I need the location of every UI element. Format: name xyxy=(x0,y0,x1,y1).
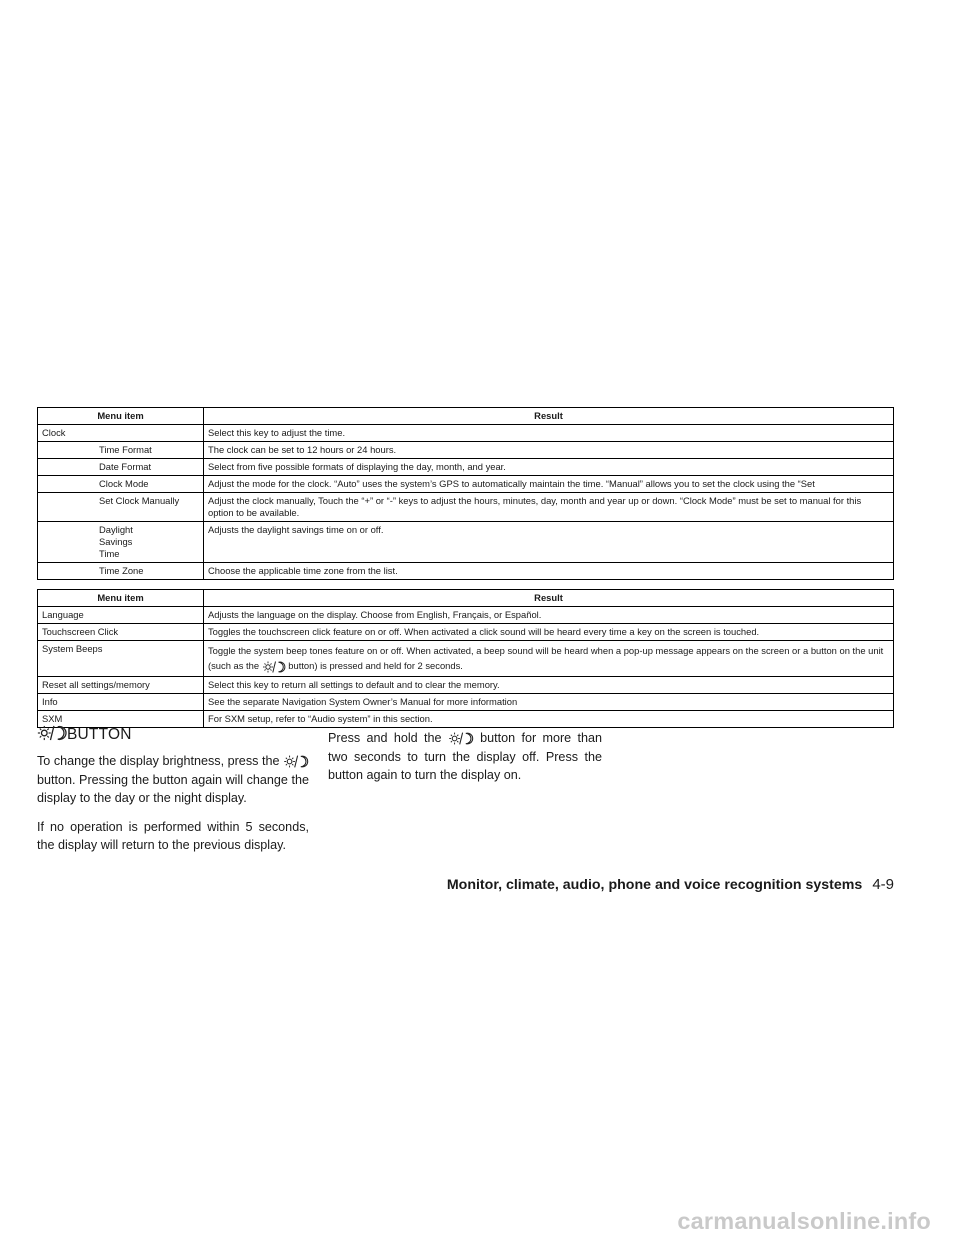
table-row xyxy=(38,693,894,710)
result-language: Adjusts the language on the display. Choose from English, Français, or Español. xyxy=(204,607,894,624)
menu-item-info: Info xyxy=(38,693,204,710)
result-system-beeps-text-b: button) is pressed and held for 2 seconds. xyxy=(288,660,463,671)
section-title xyxy=(37,724,132,745)
chapter-title: Monitor, climate, audio, phone and voice recognition systems xyxy=(446,877,863,893)
table-row xyxy=(38,442,894,459)
result-time-format: The clock can be set to 12 hours or 24 hours. xyxy=(204,442,894,459)
paragraph-display-off-text-a: Press and hold the xyxy=(328,731,442,745)
table-row xyxy=(38,710,894,727)
table-row xyxy=(38,493,894,522)
menu-item-set-clock-manually: Set Clock Manually xyxy=(38,493,204,522)
table-row xyxy=(38,676,894,693)
result-set-clock-manually: Adjust the clock manually, Touch the “+” or “-” keys to adjust the hours, minutes, day, month and year up or down. “Clock Mode” must be set to manual for this option to be available. xyxy=(204,493,894,522)
table-row xyxy=(38,522,894,563)
result-system-beeps-text-a: Toggle the system beep tones feature on or off. When activated, a beep sound will be heard when a pop-up message appears on the screen or a button on the unit (such as the xyxy=(208,645,884,671)
watermark: carmanualsonline.info xyxy=(677,1208,931,1234)
clock-settings-table xyxy=(37,407,894,580)
page-number: 4-9 xyxy=(872,876,894,893)
section-title-text: BUTTON xyxy=(67,726,132,743)
menu-item-time-zone: Time Zone xyxy=(38,563,204,580)
paragraph-timeout: If no operation is performed within 5 seconds, the display will return to the previous display. xyxy=(37,819,309,852)
table-row xyxy=(38,641,894,677)
menu-item-language: Language xyxy=(38,607,204,624)
brightness-day-night-icon xyxy=(262,660,286,674)
table-row xyxy=(38,425,894,442)
table-header-row xyxy=(38,408,894,425)
menu-item-clock: Clock xyxy=(38,425,204,442)
result-sxm: For SXM setup, refer to “Audio system” in this section. xyxy=(204,710,894,727)
menu-item-time-format: Time Format xyxy=(38,442,204,459)
right-column xyxy=(328,729,602,795)
menu-item-reset-all: Reset all settings/memory xyxy=(38,676,204,693)
brightness-day-night-icon xyxy=(283,754,309,769)
menu-item-system-beeps: System Beeps xyxy=(38,641,204,677)
paragraph-brightness-text-b: button. Pressing the button again will change the display to the day or the night display. xyxy=(37,772,309,805)
header-result: Result xyxy=(204,408,894,425)
table-row xyxy=(38,624,894,641)
result-system-beeps xyxy=(204,641,894,677)
paragraph-display-off xyxy=(328,729,602,785)
page-footer xyxy=(447,876,894,893)
table-row xyxy=(38,476,894,493)
brightness-day-night-icon xyxy=(37,724,67,742)
menu-item-date-format: Date Format xyxy=(38,459,204,476)
result-daylight-savings: Adjusts the daylight savings time on or off. xyxy=(204,522,894,563)
left-column xyxy=(37,752,309,865)
result-time-zone: Choose the applicable time zone from the list. xyxy=(204,563,894,580)
result-reset-all: Select this key to return all settings to default and to clear the memory. xyxy=(204,676,894,693)
header-menu-item: Menu item xyxy=(38,408,204,425)
menu-item-touchscreen-click: Touchscreen Click xyxy=(38,624,204,641)
brightness-day-night-icon xyxy=(448,731,474,746)
result-touchscreen-click: Toggles the touchscreen click feature on or off. When activated a click sound will be heard every time a key on the screen is touched. xyxy=(204,624,894,641)
result-clock: Select this key to adjust the time. xyxy=(204,425,894,442)
menu-item-daylight-savings: Daylight Savings Time xyxy=(38,522,204,563)
table-row xyxy=(38,459,894,476)
menu-item-clock-mode: Clock Mode xyxy=(38,476,204,493)
header-result: Result xyxy=(204,590,894,607)
table-row xyxy=(38,563,894,580)
system-settings-table xyxy=(37,589,894,728)
menu-item-sxm: SXM xyxy=(38,710,204,727)
table-row xyxy=(38,607,894,624)
paragraph-brightness xyxy=(37,752,309,808)
header-menu-item: Menu item xyxy=(38,590,204,607)
result-info: See the separate Navigation System Owner’s Manual for more information xyxy=(204,693,894,710)
paragraph-display-off-text-b: button for more than two seconds to turn the display off. Press the button again to turn the display on. xyxy=(328,731,603,782)
result-date-format: Select from five possible formats of displaying the day, month, and year. xyxy=(204,459,894,476)
result-clock-mode: Adjust the mode for the clock. “Auto” uses the system’s GPS to automatically maintain the time. “Manual” allows you to set the clock using the “Set xyxy=(204,476,894,493)
paragraph-brightness-text-a: To change the display brightness, press the xyxy=(37,754,280,768)
table-header-row xyxy=(38,590,894,607)
